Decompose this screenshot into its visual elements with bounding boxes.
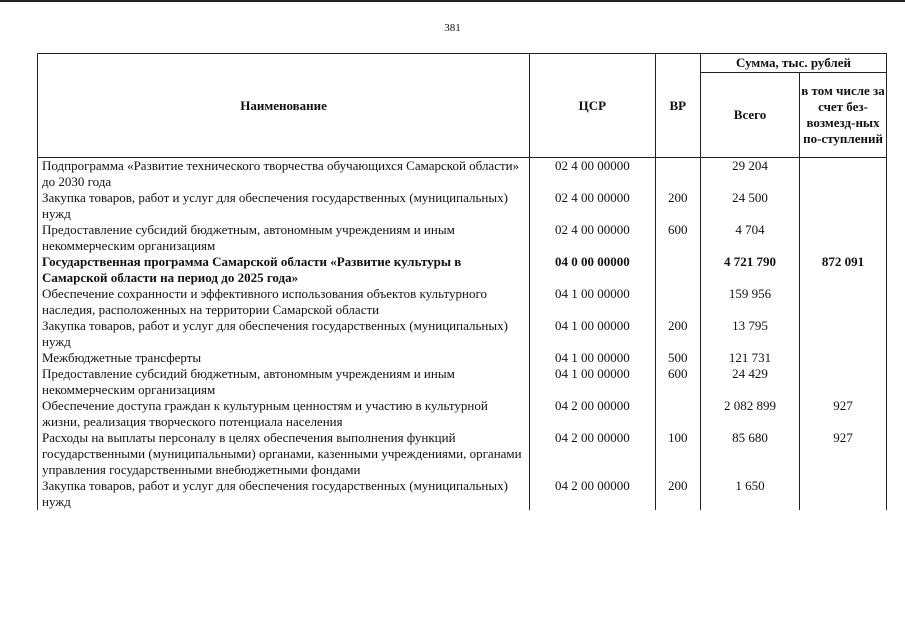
row-name-cell: Обеспечение доступа граждан к культурным ценностям и участию в культурной жизни, реализация творческого потенциала населения bbox=[38, 398, 530, 430]
row-vr-cell bbox=[655, 254, 700, 286]
row-total-cell: 29 204 bbox=[701, 158, 800, 191]
row-csr-cell: 02 4 00 00000 bbox=[530, 190, 655, 222]
row-total-cell: 121 731 bbox=[701, 350, 800, 366]
row-name-cell: Закупка товаров, работ и услуг для обеспечения государственных (муниципальных) нужд bbox=[38, 478, 530, 510]
row-csr-cell: 04 1 00 00000 bbox=[530, 286, 655, 318]
row-total-cell: 159 956 bbox=[701, 286, 800, 318]
header-sum-group: Сумма, тыс. рублей bbox=[701, 54, 887, 73]
row-incl-cell bbox=[800, 366, 887, 398]
table-row bbox=[38, 350, 887, 366]
row-incl-cell: 872 091 bbox=[800, 254, 887, 286]
row-incl-cell: 927 bbox=[800, 430, 887, 478]
row-total-cell: 1 650 bbox=[701, 478, 800, 510]
row-incl-cell: 927 bbox=[800, 398, 887, 430]
row-total-cell: 24 500 bbox=[701, 190, 800, 222]
row-incl-cell bbox=[800, 478, 887, 510]
row-vr-cell: 600 bbox=[655, 366, 700, 398]
row-incl-cell bbox=[800, 158, 887, 191]
row-total-cell: 24 429 bbox=[701, 366, 800, 398]
table-row bbox=[38, 430, 887, 478]
row-csr-cell: 02 4 00 00000 bbox=[530, 222, 655, 254]
row-vr-cell: 200 bbox=[655, 190, 700, 222]
row-total-cell: 4 721 790 bbox=[701, 254, 800, 286]
row-vr-cell: 200 bbox=[655, 478, 700, 510]
row-vr-cell: 500 bbox=[655, 350, 700, 366]
row-incl-cell bbox=[800, 286, 887, 318]
row-name-cell: Предоставление субсидий бюджетным, автономным учреждениям и иным некоммерческим организациям bbox=[38, 222, 530, 254]
table-row bbox=[38, 478, 887, 510]
table-row bbox=[38, 286, 887, 318]
top-border-line bbox=[0, 0, 905, 2]
table-row bbox=[38, 398, 887, 430]
row-name-cell: Подпрограмма «Развитие технического творчества обучающихся Самарской области» до 2030 года bbox=[38, 158, 530, 191]
row-vr-cell: 600 bbox=[655, 222, 700, 254]
table-row bbox=[38, 222, 887, 254]
table-row bbox=[38, 318, 887, 350]
row-name-cell: Закупка товаров, работ и услуг для обеспечения государственных (муниципальных) нужд bbox=[38, 190, 530, 222]
row-csr-cell: 04 2 00 00000 bbox=[530, 430, 655, 478]
header-vr: ВР bbox=[655, 54, 700, 158]
row-vr-cell: 200 bbox=[655, 318, 700, 350]
header-name: Наименование bbox=[38, 54, 530, 158]
row-csr-cell: 04 1 00 00000 bbox=[530, 318, 655, 350]
table-row bbox=[38, 366, 887, 398]
row-name-cell: Закупка товаров, работ и услуг для обеспечения государственных (муниципальных) нужд bbox=[38, 318, 530, 350]
row-total-cell: 4 704 bbox=[701, 222, 800, 254]
row-vr-cell: 100 bbox=[655, 430, 700, 478]
table-body bbox=[38, 158, 887, 511]
header-incl-free: в том числе за счет без-возмезд-ных по-ступлений bbox=[800, 73, 887, 158]
row-csr-cell: 04 2 00 00000 bbox=[530, 398, 655, 430]
row-name-cell: Расходы на выплаты персоналу в целях обеспечения выполнения функций государственными (муниципальными) органами, казенными учреждениями, органами управления государственными внебюджетными фондами bbox=[38, 430, 530, 478]
row-csr-cell: 04 0 00 00000 bbox=[530, 254, 655, 286]
row-incl-cell bbox=[800, 190, 887, 222]
budget-table bbox=[37, 53, 887, 510]
table-row bbox=[38, 254, 887, 286]
row-csr-cell: 04 2 00 00000 bbox=[530, 478, 655, 510]
table-row bbox=[38, 190, 887, 222]
row-vr-cell bbox=[655, 158, 700, 191]
table-row bbox=[38, 158, 887, 191]
row-vr-cell bbox=[655, 286, 700, 318]
row-vr-cell bbox=[655, 398, 700, 430]
row-name-cell: Обеспечение сохранности и эффективного использования объектов культурного наследия, расположенных на территории Самарской области bbox=[38, 286, 530, 318]
row-name-cell: Предоставление субсидий бюджетным, автономным учреждениям и иным некоммерческим организациям bbox=[38, 366, 530, 398]
row-total-cell: 13 795 bbox=[701, 318, 800, 350]
row-name-cell: Государственная программа Самарской области «Развитие культуры в Самарской области на период до 2025 года» bbox=[38, 254, 530, 286]
header-csr: ЦСР bbox=[530, 54, 655, 158]
header-total: Всего bbox=[701, 73, 800, 158]
row-total-cell: 85 680 bbox=[701, 430, 800, 478]
row-csr-cell: 04 1 00 00000 bbox=[530, 366, 655, 398]
page-number: 381 bbox=[444, 22, 461, 34]
row-incl-cell bbox=[800, 350, 887, 366]
row-total-cell: 2 082 899 bbox=[701, 398, 800, 430]
row-incl-cell bbox=[800, 222, 887, 254]
row-csr-cell: 02 4 00 00000 bbox=[530, 158, 655, 191]
row-incl-cell bbox=[800, 318, 887, 350]
row-csr-cell: 04 1 00 00000 bbox=[530, 350, 655, 366]
row-name-cell: Межбюджетные трансферты bbox=[38, 350, 530, 366]
